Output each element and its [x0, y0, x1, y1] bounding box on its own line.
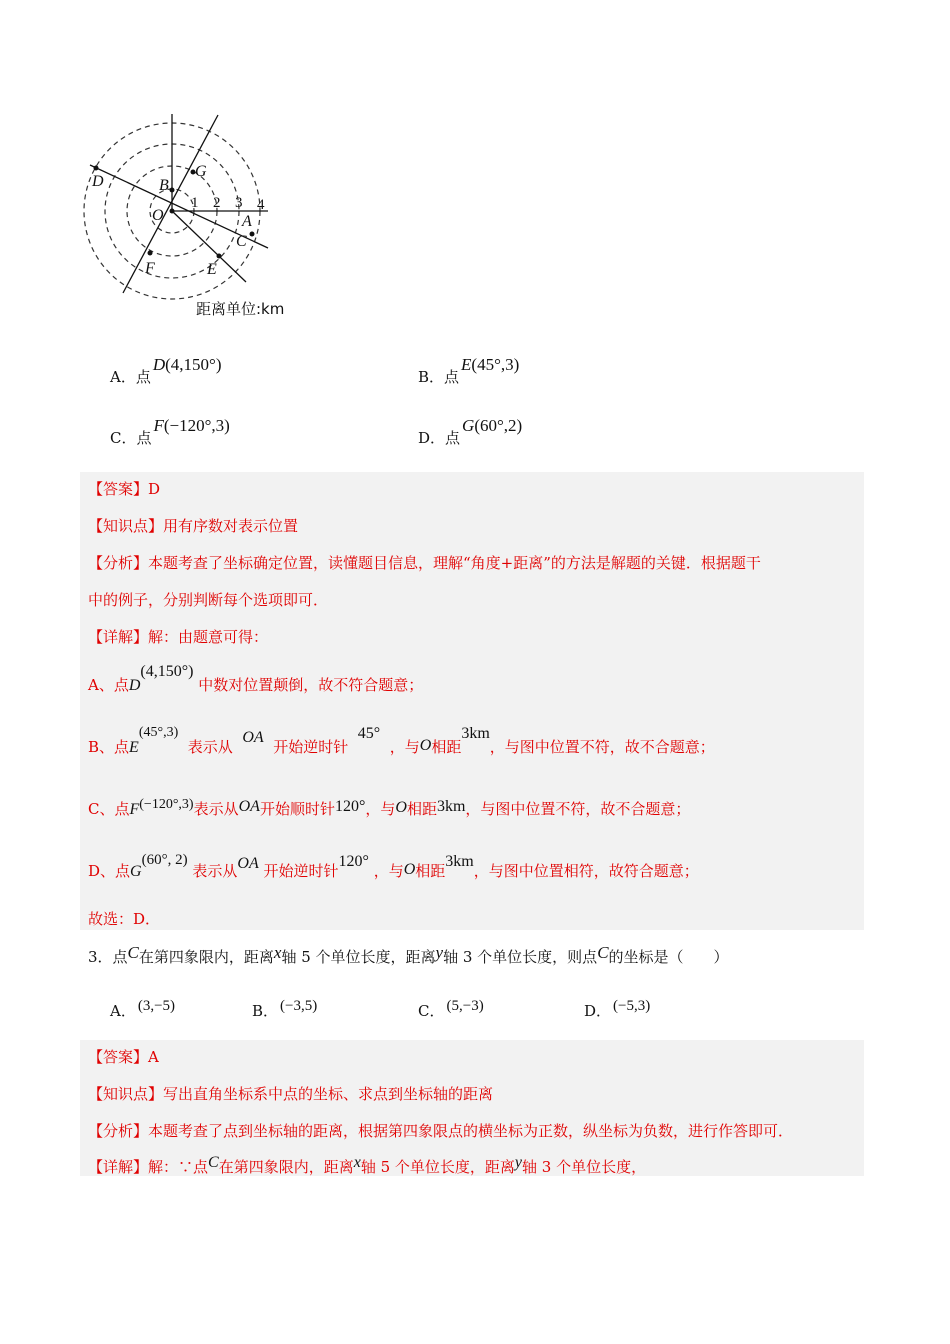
q2-option-a[interactable]: A．点D(4,150°) [110, 355, 222, 386]
detail-row-c: C、点F(−120°,3)表示从OA开始顺时针120°，与O相距3km，与图中位置不符，故不合题意； [88, 797, 691, 818]
q3-knowledge-line: 【知识点】写出直角坐标系中点的坐标、求点到坐标轴的距离 [88, 1085, 494, 1103]
detail-row-d: D、点G(60°, 2) 表示从OA 开始逆时针120° ，与O相距3km，与图中位置相符，故符合题意； [88, 852, 699, 880]
label-e: E [207, 261, 217, 278]
label-b: B [159, 177, 169, 194]
point-o [170, 209, 175, 214]
q3-option-a[interactable]: A． (3,−5) [110, 998, 176, 1020]
analysis-line-2: 中的例子，分别判断每个选项即可． [88, 591, 329, 609]
point-b [170, 188, 175, 193]
analysis-line-1: 【分析】本题考查了坐标确定位置，读懂题目信息，理解“角度+距离”的方法是解题的关键．根据题干 [88, 554, 761, 572]
point-f [148, 251, 153, 256]
question-3: 3．点C在第四象限内，距离x轴 5 个单位长度，距离y轴 3 个单位长度，则点C的坐标是（ ） [88, 943, 729, 966]
q3-solution-panel [80, 1040, 864, 1176]
ring-label-3: 3 [235, 195, 243, 211]
q2-option-d[interactable]: D．点G(60°,2) [418, 416, 523, 447]
ring-label-4: 4 [257, 197, 265, 213]
q2-option-c[interactable]: C．点F(−120°,3) [110, 416, 230, 447]
polar-diagram [80, 110, 280, 300]
label-o: O [152, 207, 164, 224]
detail-row-b: B、点E(45°,3) 表示从 OA 开始逆时针 45° ，与O相距3km，与图中位置不符，故不合题意； [88, 725, 715, 756]
q3-detail-line: 【详解】解：∵点C在第四象限内，距离x轴 5 个单位长度，距离y轴 3 个单位长度， [88, 1154, 647, 1176]
answer-line: 【答案】D [88, 480, 161, 498]
label-f: F [145, 260, 155, 277]
q3-option-b[interactable]: B． (−3,5) [252, 998, 318, 1020]
knowledge-line: 【知识点】用有序数对表示位置 [88, 517, 299, 535]
point-e [217, 254, 222, 259]
q2-option-b[interactable]: B．点E(45°,3) [418, 355, 520, 386]
ring-label-2: 2 [213, 195, 221, 211]
ring-label-1: 1 [191, 195, 199, 211]
q3-option-c[interactable]: C． (5,−3) [418, 998, 484, 1020]
conclusion-line: 故选：D． [88, 910, 161, 928]
diagram-caption: 距离单位:km [196, 300, 285, 318]
label-g: G [195, 163, 207, 180]
point-c [250, 232, 255, 237]
label-c: C [236, 233, 247, 250]
detail-row-a: A、点D(4,150°) 中数对位置颠倒，故不符合题意； [88, 663, 424, 694]
label-d: D [92, 173, 104, 190]
line-g [123, 115, 218, 293]
q3-answer-line: 【答案】A [88, 1048, 159, 1066]
q3-analysis-line: 【分析】本题考查了点到坐标轴的距离，根据第四象限点的横坐标为正数，纵坐标为负数，进行作答即可． [88, 1122, 794, 1140]
label-a: A [242, 213, 252, 230]
q3-option-d[interactable]: D． (−5,3) [584, 998, 651, 1020]
point-d [94, 166, 99, 171]
detail-line: 【详解】解：由题意可得： [88, 628, 269, 646]
q2-solution-panel [80, 472, 864, 930]
